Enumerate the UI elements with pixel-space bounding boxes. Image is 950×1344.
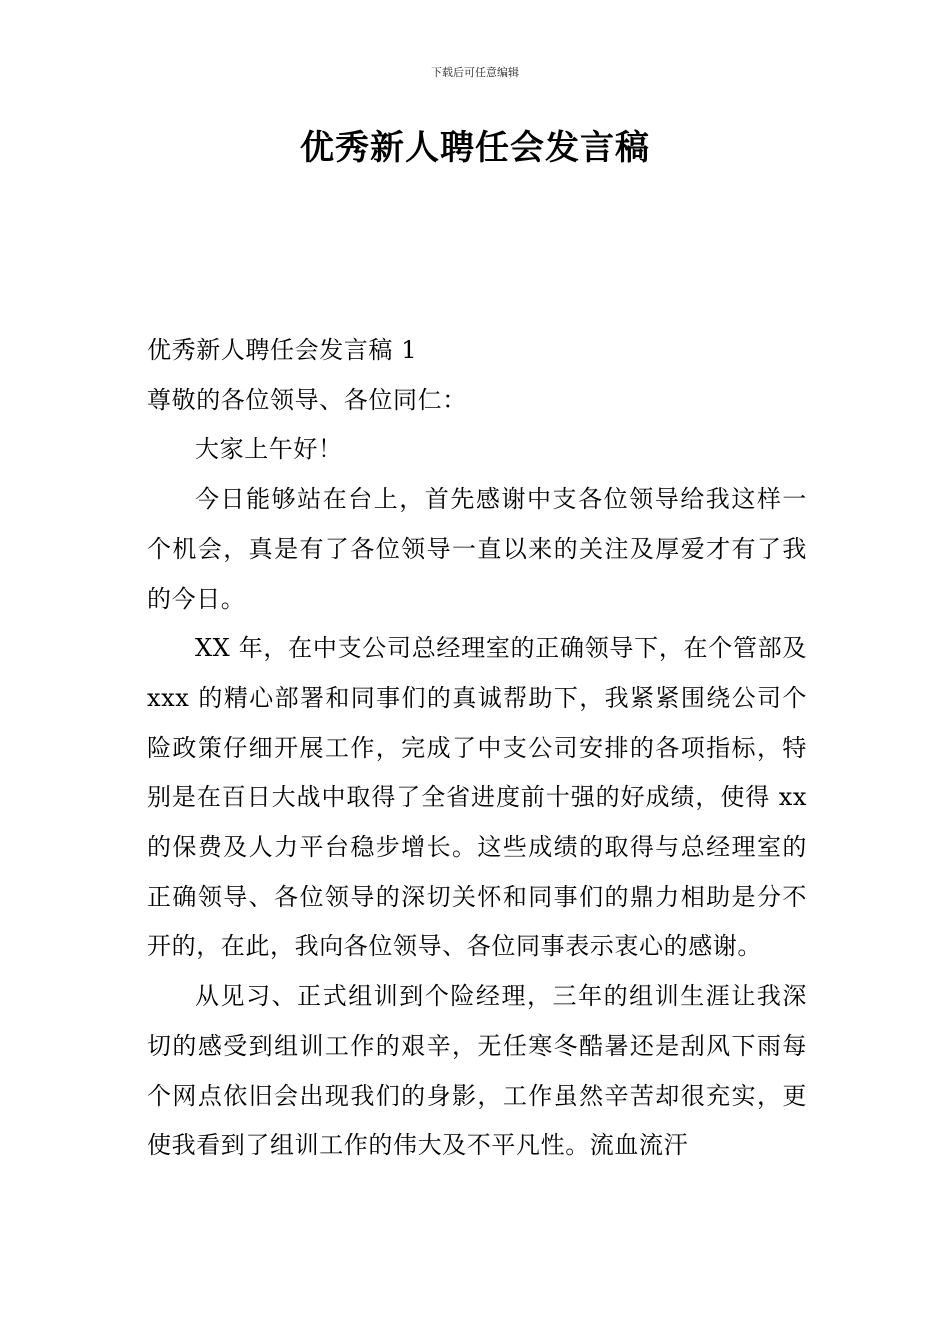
salutation: 尊敬的各位领导、各位同仁： — [147, 385, 467, 414]
header-note: 下载后可任意编辑 — [431, 66, 519, 79]
document-body — [147, 326, 807, 1171]
section-heading: 优秀新人聘任会发言稿 1 — [147, 336, 418, 364]
paragraph-career: 从见习、正式组训到个险经理，三年的组训生涯让我深切的感受到组训工作的艰辛，无任寒冬酷暑还是刮风下雨每个网点依旧会出现我们的身影，工作虽然辛苦却很充实，更使我看到了组训工作的伟大及不平凡性。流血流汗 — [147, 982, 807, 1160]
paragraph-greeting: 大家上午好！ — [195, 435, 343, 464]
paragraph-achievements: XX 年，在中支公司总经理室的正确领导下，在个管部及 xxx 的精心部署和同事们的真诚帮助下，我紧紧围绕公司个险政策仔细开展工作，完成了中支公司安排的各项指标，特别是在百日大战中取得了全省进度前十强的好成绩，使得 xx 的保费及人力平台稳步增长。这些成绩的取得与总经理室的正确领导、各位领导的深切关怀和同事们的鼎力相助是分不开的，在此，我向各位领导、各位同事表示衷心的感谢。 — [147, 634, 807, 961]
document-title: 优秀新人聘任会发言稿 — [300, 128, 650, 168]
paragraph-thanks: 今日能够站在台上，首先感谢中支各位领导给我这样一个机会，真是有了各位领导一直以来的关注及厚爱才有了我的今日。 — [147, 485, 807, 613]
